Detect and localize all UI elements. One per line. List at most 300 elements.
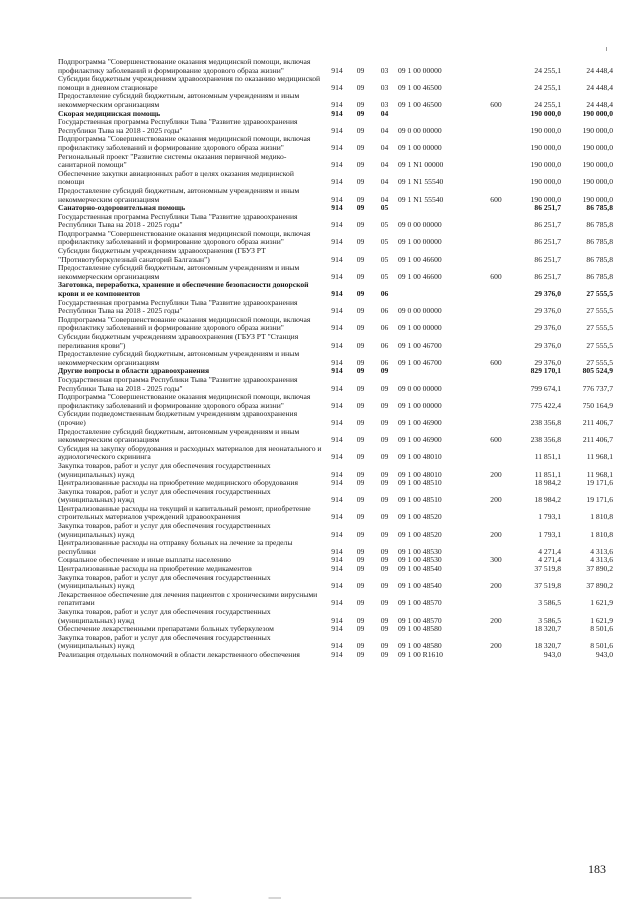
row-amount-year-1: 238 356,8	[530, 435, 561, 445]
row-vid-raskhodov	[486, 539, 506, 556]
row-razdel: 09	[356, 529, 365, 539]
row-razdel: 09	[356, 555, 365, 565]
table-row	[58, 591, 613, 608]
row-amount-year-2: 27 555,5	[586, 340, 613, 350]
row-razdel: 09	[356, 564, 365, 574]
table-row	[58, 574, 613, 591]
row-celevaya-statya: 09 0 00 00000	[398, 383, 442, 393]
table-row	[58, 634, 613, 651]
row-name: Закупка товаров, работ и услуг для обеспечения государственных (муниципальных) нужд	[58, 607, 271, 625]
row-razdel: 09	[356, 125, 365, 135]
row-podrazdel: 09	[380, 435, 389, 445]
row-glavny-rasporyaditel: 914	[331, 546, 343, 556]
row-vid-raskhodov: 600	[490, 271, 502, 281]
row-podrazdel: 09	[380, 383, 389, 393]
table-row	[58, 118, 613, 135]
row-razdel: 09	[356, 478, 365, 488]
row-amount-year-2: 24 448,4	[586, 99, 613, 109]
row-amount-year-2: 37 890,2	[586, 581, 613, 591]
row-razdel: 09	[356, 142, 365, 152]
row-name: Предоставление субсидий бюджетным, автономным учреждениям и иным некоммерческим организациям	[58, 263, 300, 281]
row-amount-year-1: 18 320,7	[534, 624, 561, 634]
table-row	[58, 651, 613, 660]
row-glavny-rasporyaditel: 914	[331, 478, 343, 488]
row-razdel: 09	[356, 649, 365, 659]
row-podrazdel: 09	[380, 615, 389, 625]
table-row	[58, 316, 613, 333]
row-celevaya-statya: 09 1 00 46900	[398, 435, 442, 445]
row-celevaya-statya: 09 1 00 00000	[398, 237, 442, 247]
row-celevaya-statya: 09 1 00 48010	[398, 452, 442, 462]
row-glavny-rasporyaditel: 914	[331, 99, 343, 109]
row-celevaya-statya: 09 1 00 48580	[398, 641, 442, 651]
row-amount-year-2: 86 785,8	[586, 203, 613, 213]
row-vid-raskhodov	[486, 625, 506, 634]
row-razdel: 09	[356, 203, 365, 213]
row-amount-year-2: 943,0	[595, 649, 613, 659]
row-glavny-rasporyaditel: 914	[331, 615, 343, 625]
row-amount-year-2: 86 785,8	[586, 237, 613, 247]
row-celevaya-statya: 09 1 00 48510	[398, 495, 442, 505]
table-row	[58, 488, 613, 505]
row-amount-year-1: 86 251,7	[534, 271, 561, 281]
row-razdel: 09	[356, 383, 365, 393]
row-name: Региональный проект "Развитие системы оказания первичной медико-санитарной помощи"	[58, 151, 287, 170]
row-amount-year-1: 86 251,7	[534, 203, 561, 213]
row-vid-raskhodov	[486, 591, 506, 608]
row-amount-year-2: 86 785,8	[586, 271, 613, 281]
row-podrazdel: 09	[380, 649, 389, 659]
row-podrazdel: 09	[380, 555, 389, 565]
row-podrazdel: 05	[380, 271, 389, 281]
row-razdel: 09	[356, 495, 365, 505]
row-vid-raskhodov	[486, 230, 506, 247]
row-razdel: 09	[356, 452, 365, 462]
row-celevaya-statya: 09 1 00 48570	[398, 598, 442, 608]
row-celevaya-statya: 09 1 00 48010	[398, 469, 442, 479]
table-row	[58, 281, 613, 298]
row-amount-year-1: 190 000,0	[530, 160, 561, 170]
row-amount-year-2: 86 785,8	[586, 254, 613, 264]
row-name: Предоставление субсидий бюджетным, автономным учреждениям и иным некоммерческим организациям	[58, 349, 300, 367]
row-amount-year-1: 37 519,8	[534, 581, 561, 591]
row-glavny-rasporyaditel: 914	[331, 289, 343, 299]
row-name: Предоставление субсидий бюджетным, автономным учреждениям и иным некоммерческим организациям	[58, 185, 300, 204]
row-glavny-rasporyaditel: 914	[331, 65, 343, 75]
row-amount-year-2: 190 000,0	[582, 194, 613, 204]
row-celevaya-statya: 09 1 00 48530	[398, 546, 442, 556]
row-podrazdel: 09	[380, 400, 389, 410]
row-vid-raskhodov	[486, 367, 506, 376]
row-vid-raskhodov: 600	[490, 357, 502, 367]
row-razdel: 09	[356, 581, 365, 591]
table-row	[58, 213, 613, 230]
row-celevaya-statya	[396, 367, 486, 376]
row-amount-year-2: 37 890,2	[586, 564, 613, 574]
row-razdel: 09	[356, 99, 365, 109]
row-glavny-rasporyaditel: 914	[331, 435, 343, 445]
table-row	[58, 299, 613, 316]
row-glavny-rasporyaditel: 914	[331, 598, 343, 608]
row-glavny-rasporyaditel: 914	[331, 641, 343, 651]
row-amount-year-2: 27 555,5	[586, 357, 613, 367]
row-glavny-rasporyaditel: 914	[331, 581, 343, 591]
row-glavny-rasporyaditel: 914	[331, 417, 343, 427]
row-celevaya-statya: 09 1 00 48540	[398, 564, 442, 574]
scan-edge-rule	[0, 897, 639, 899]
row-celevaya-statya: 09 1 N1 55540	[398, 177, 444, 187]
row-razdel: 09	[356, 323, 365, 333]
row-vid-raskhodov	[486, 393, 506, 410]
row-celevaya-statya: 09 0 00 00000	[398, 220, 442, 230]
row-amount-year-2: 190 000,0	[582, 160, 613, 170]
row-vid-raskhodov	[486, 170, 506, 187]
table-row	[58, 522, 613, 539]
row-amount-year-2: 211 406,7	[582, 435, 613, 445]
row-amount-year-1: 29 376,0	[534, 289, 561, 299]
row-glavny-rasporyaditel: 914	[331, 142, 343, 152]
row-name: Субсидии бюджетным учреждениям здравоохранения по оказанию медицинской помощи в дневном стационаре	[58, 74, 321, 92]
row-amount-year-2: 805 524,9	[582, 366, 613, 376]
row-razdel: 09	[356, 194, 365, 204]
row-name: Подпрограмма "Совершенствование оказания медицинской помощи, включая профилактику заболеваний и формирование здорового образа жизни"	[58, 392, 311, 410]
row-razdel: 09	[356, 417, 365, 427]
row-amount-year-1: 29 376,0	[534, 357, 561, 367]
row-podrazdel: 06	[380, 340, 389, 350]
row-razdel: 09	[356, 271, 365, 281]
row-vid-raskhodov	[486, 247, 506, 264]
row-amount-year-2: 4 313,6	[590, 555, 613, 565]
row-razdel: 09	[356, 306, 365, 316]
row-amount-year-2: 1 621,9	[590, 598, 613, 608]
row-amount-year-1: 11 851,1	[534, 469, 561, 479]
row-celevaya-statya: 09 1 00 46700	[398, 357, 442, 367]
row-amount-year-1: 190 000,0	[530, 194, 561, 204]
row-razdel: 09	[356, 82, 365, 92]
row-name: Государственная программа Республики Тыва "Развитие здравоохранения Республики Тыва на 2018 - 2025 годы"	[58, 211, 298, 230]
table-row	[58, 350, 613, 367]
row-razdel: 09	[356, 435, 365, 445]
row-amount-year-2: 86 785,8	[586, 220, 613, 230]
table-row	[58, 92, 613, 109]
row-glavny-rasporyaditel: 914	[331, 323, 343, 333]
row-name: Государственная программа Республики Тыва "Развитие здравоохранения Республики Тыва на 2018 - 2025 годы"	[58, 374, 298, 393]
row-razdel: 09	[356, 108, 365, 118]
row-name: Централизованные расходы на текущий и капитальный ремонт, приобретение строительных материалов учреждений здравоохранения	[58, 503, 311, 522]
row-amount-year-1: 86 251,7	[534, 254, 561, 264]
row-podrazdel: 05	[380, 254, 389, 264]
row-amount-year-2: 1 810,8	[590, 512, 613, 522]
table-row	[58, 333, 613, 350]
row-celevaya-statya: 09 0 00 00000	[398, 306, 442, 316]
row-celevaya-statya: 09 1 00 00000	[398, 65, 442, 75]
row-podrazdel: 04	[380, 177, 389, 187]
row-name: Скорая медицинская помощь	[58, 108, 161, 118]
row-celevaya-statya: 09 1 00 00000	[398, 142, 442, 152]
row-glavny-rasporyaditel: 914	[331, 512, 343, 522]
row-name: Санаторно-оздоровительная помощь	[58, 203, 186, 213]
row-vid-raskhodov	[486, 316, 506, 333]
row-amount-year-2: 750 164,9	[582, 400, 613, 410]
row-glavny-rasporyaditel: 914	[331, 555, 343, 565]
row-razdel: 09	[356, 254, 365, 264]
row-razdel: 09	[356, 366, 365, 376]
table-row	[58, 393, 613, 410]
row-podrazdel: 03	[380, 99, 389, 109]
row-glavny-rasporyaditel: 914	[331, 254, 343, 264]
row-vid-raskhodov	[486, 445, 506, 462]
row-vid-raskhodov	[486, 75, 506, 92]
row-celevaya-statya	[396, 110, 486, 119]
row-amount-year-1: 3 586,5	[538, 598, 561, 608]
table-row	[58, 135, 613, 152]
table-row	[58, 170, 613, 187]
row-amount-year-2: 190 000,0	[582, 142, 613, 152]
row-razdel: 09	[356, 400, 365, 410]
row-amount-year-2: 1 621,9	[590, 615, 613, 625]
row-vid-raskhodov	[486, 281, 506, 298]
row-vid-raskhodov: 200	[490, 641, 502, 651]
row-podrazdel: 09	[380, 452, 389, 462]
row-glavny-rasporyaditel: 914	[331, 366, 343, 376]
row-celevaya-statya: 09 1 00 48520	[398, 512, 442, 522]
table-row	[58, 247, 613, 264]
row-name: Предоставление субсидий бюджетным, автономным учреждениям и иным некоммерческим организациям	[58, 426, 300, 445]
row-name: Централизованные расходы на приобретение медикаментов	[58, 564, 252, 574]
row-celevaya-statya: 09 1 00 46600	[398, 254, 442, 264]
row-name: Закупка товаров, работ и услуг для обеспечения государственных (муниципальных) нужд	[58, 460, 271, 479]
row-amount-year-1: 775 422,4	[530, 400, 561, 410]
row-amount-year-2: 211 406,7	[582, 417, 613, 427]
row-vid-raskhodov	[486, 376, 506, 393]
row-name: Субсидия на закупку оборудования и расходных материалов для неонатального и аудиологического скрининга	[58, 443, 322, 462]
row-amount-year-1: 1 793,1	[538, 529, 561, 539]
row-amount-year-1: 18 984,2	[534, 495, 561, 505]
row-celevaya-statya: 09 1 00 R1610	[398, 649, 443, 659]
row-celevaya-statya: 09 1 00 00000	[398, 323, 442, 333]
row-vid-raskhodov: 600	[490, 194, 502, 204]
row-glavny-rasporyaditel: 914	[331, 624, 343, 634]
row-name: Подпрограмма "Совершенствование оказания медицинской помощи, включая профилактику заболеваний и формирование здорового образа жизни"	[58, 228, 311, 247]
row-vid-raskhodov: 200	[490, 581, 502, 591]
row-amount-year-1: 37 519,8	[534, 564, 561, 574]
row-vid-raskhodov: 600	[490, 435, 502, 445]
row-podrazdel: 04	[380, 194, 389, 204]
row-podrazdel: 04	[380, 108, 389, 118]
row-amount-year-2: 4 313,6	[590, 546, 613, 556]
row-celevaya-statya	[396, 204, 486, 213]
row-name: Закупка товаров, работ и услуг для обеспечения государственных (муниципальных) нужд	[58, 572, 271, 591]
row-podrazdel: 04	[380, 160, 389, 170]
row-razdel: 09	[356, 469, 365, 479]
row-glavny-rasporyaditel: 914	[331, 306, 343, 316]
row-podrazdel: 05	[380, 220, 389, 230]
row-glavny-rasporyaditel: 914	[331, 108, 343, 118]
row-name: Заготовка, переработка, хранение и обеспечение безопасности донорской крови и ее компонентов	[58, 280, 309, 299]
row-amount-year-1: 29 376,0	[534, 340, 561, 350]
row-name: Государственная программа Республики Тыва "Развитие здравоохранения Республики Тыва на 2018 - 2025 годы"	[58, 117, 298, 135]
row-celevaya-statya: 09 1 N1 00000	[398, 160, 444, 170]
row-celevaya-statya: 09 1 00 48510	[398, 478, 442, 488]
table-row	[58, 462, 613, 479]
row-vid-raskhodov	[486, 651, 506, 660]
row-amount-year-1: 24 255,1	[534, 82, 561, 92]
row-amount-year-2: 1 810,8	[590, 529, 613, 539]
row-vid-raskhodov	[486, 410, 506, 427]
row-amount-year-1: 943,0	[543, 649, 561, 659]
row-amount-year-1: 238 356,8	[530, 417, 561, 427]
row-amount-year-2: 11 968,1	[586, 469, 613, 479]
row-amount-year-1: 1 793,1	[538, 512, 561, 522]
row-name: Социальное обеспечение и иные выплаты населению	[58, 555, 231, 565]
table-row	[58, 187, 613, 204]
row-razdel: 09	[356, 220, 365, 230]
row-amount-year-2: 27 555,5	[586, 323, 613, 333]
row-name: Централизованные расходы на отправку больных на лечение за пределы республики	[58, 538, 293, 556]
row-amount-year-2: 776 737,7	[582, 383, 613, 393]
row-amount-year-2: 24 448,4	[586, 65, 613, 75]
row-podrazdel: 09	[380, 529, 389, 539]
row-celevaya-statya: 09 1 00 48570	[398, 615, 442, 625]
row-amount-year-2: 11 968,1	[586, 452, 613, 462]
row-razdel: 09	[356, 598, 365, 608]
row-razdel: 09	[356, 546, 365, 556]
row-celevaya-statya: 09 1 00 48540	[398, 581, 442, 591]
row-name: Субсидии бюджетным учреждениям здравоохранения (ГБУЗ РТ "Противотуберкулезный санаторий Балгазын")	[58, 246, 266, 264]
table-row	[58, 410, 613, 427]
row-glavny-rasporyaditel: 914	[331, 194, 343, 204]
row-celevaya-statya	[396, 281, 486, 298]
row-amount-year-1: 18 984,2	[534, 478, 561, 488]
row-celevaya-statya: 09 1 00 48580	[398, 624, 442, 634]
row-name: Реализация отдельных полномочий в области лекарственного обеспечения	[58, 649, 300, 659]
row-amount-year-2: 8 501,6	[590, 624, 613, 634]
row-amount-year-2: 19 171,6	[586, 478, 613, 488]
row-celevaya-statya: 09 1 00 48530	[398, 555, 442, 565]
row-vid-raskhodov	[486, 333, 506, 350]
row-glavny-rasporyaditel: 914	[331, 400, 343, 410]
row-vid-raskhodov	[486, 110, 506, 119]
row-podrazdel: 09	[380, 598, 389, 608]
table-row	[58, 608, 613, 625]
row-vid-raskhodov	[486, 58, 506, 75]
row-podrazdel: 09	[380, 641, 389, 651]
row-razdel: 09	[356, 624, 365, 634]
row-vid-raskhodov	[486, 118, 506, 135]
row-amount-year-1: 29 376,0	[534, 323, 561, 333]
row-podrazdel: 03	[380, 65, 389, 75]
row-name: Лекарственное обеспечение для лечения пациентов с хроническими вирусными гепатитами	[58, 589, 318, 608]
row-glavny-rasporyaditel: 914	[331, 125, 343, 135]
budget-table	[58, 58, 613, 660]
row-glavny-rasporyaditel: 914	[331, 203, 343, 213]
row-glavny-rasporyaditel: 914	[331, 529, 343, 539]
row-vid-raskhodov	[486, 213, 506, 230]
row-glavny-rasporyaditel: 914	[331, 649, 343, 659]
table-row	[58, 58, 613, 75]
row-vid-raskhodov	[486, 479, 506, 488]
row-razdel: 09	[356, 177, 365, 187]
row-podrazdel: 09	[380, 546, 389, 556]
row-celevaya-statya: 09 1 00 46700	[398, 340, 442, 350]
row-vid-raskhodov: 200	[490, 529, 502, 539]
table-row	[58, 153, 613, 170]
row-amount-year-2: 190 000,0	[582, 177, 613, 187]
row-celevaya-statya: 09 1 00 46900	[398, 417, 442, 427]
table-row	[58, 376, 613, 393]
row-razdel: 09	[356, 237, 365, 247]
scan-mark	[606, 47, 607, 51]
row-amount-year-2: 8 501,6	[590, 641, 613, 651]
row-name: Закупка товаров, работ и услуг для обеспечения государственных (муниципальных) нужд	[58, 486, 271, 505]
table-row	[58, 264, 613, 281]
row-amount-year-1: 18 320,7	[534, 641, 561, 651]
row-name: Субсидии подведомственным бюджетным учреждениям здравоохранения (прочие)	[58, 409, 298, 427]
row-amount-year-2: 190 000,0	[582, 108, 613, 118]
row-podrazdel: 09	[380, 512, 389, 522]
row-podrazdel: 06	[380, 323, 389, 333]
row-podrazdel: 04	[380, 125, 389, 135]
row-glavny-rasporyaditel: 914	[331, 160, 343, 170]
table-row	[58, 445, 613, 462]
row-glavny-rasporyaditel: 914	[331, 357, 343, 367]
row-amount-year-1: 86 251,7	[534, 237, 561, 247]
row-podrazdel: 09	[380, 366, 389, 376]
row-celevaya-statya: 09 1 00 48520	[398, 529, 442, 539]
row-glavny-rasporyaditel: 914	[331, 564, 343, 574]
row-podrazdel: 04	[380, 142, 389, 152]
row-podrazdel: 09	[380, 478, 389, 488]
row-vid-raskhodov	[486, 505, 506, 522]
row-name: Подпрограмма "Совершенствование оказания медицинской помощи, включая профилактику заболеваний и формирование здорового образа жизни"	[58, 57, 311, 75]
row-name: Централизованные расходы на приобретение медицинского оборудования	[58, 478, 298, 488]
row-podrazdel: 06	[380, 357, 389, 367]
row-glavny-rasporyaditel: 914	[331, 237, 343, 247]
table-row	[58, 539, 613, 556]
row-vid-raskhodov	[486, 204, 506, 213]
row-celevaya-statya: 09 1 00 46500	[398, 82, 442, 92]
row-vid-raskhodov: 600	[490, 99, 502, 109]
row-podrazdel: 09	[380, 624, 389, 634]
row-amount-year-1: 11 851,1	[534, 452, 561, 462]
row-amount-year-2: 27 555,5	[586, 289, 613, 299]
table-row	[58, 75, 613, 92]
row-razdel: 09	[356, 615, 365, 625]
row-name: Подпрограмма "Совершенствование оказания медицинской помощи, включая профилактику заболеваний и формирование здорового образа жизни"	[58, 314, 311, 333]
row-amount-year-2: 190 000,0	[582, 125, 613, 135]
row-razdel: 09	[356, 160, 365, 170]
table-row	[58, 505, 613, 522]
row-razdel: 09	[356, 340, 365, 350]
row-amount-year-1: 190 000,0	[530, 125, 561, 135]
page-number: 183	[588, 862, 606, 876]
row-name: Подпрограмма "Совершенствование оказания медицинской помощи, включая профилактику заболеваний и формирование здорового образа жизни"	[58, 134, 311, 152]
row-glavny-rasporyaditel: 914	[331, 340, 343, 350]
row-vid-raskhodov: 200	[490, 495, 502, 505]
row-podrazdel: 09	[380, 417, 389, 427]
row-glavny-rasporyaditel: 914	[331, 469, 343, 479]
row-podrazdel: 05	[380, 203, 389, 213]
row-amount-year-1: 190 000,0	[530, 108, 561, 118]
row-podrazdel: 06	[380, 289, 389, 299]
row-name: Обеспечение закупки авиационных работ в целях оказания медицинской помощи	[58, 168, 294, 187]
row-amount-year-1: 86 251,7	[534, 220, 561, 230]
row-amount-year-1: 4 271,4	[538, 555, 561, 565]
row-name: Закупка товаров, работ и услуг для обеспечения государственных (муниципальных) нужд	[58, 632, 271, 651]
table-body	[58, 58, 613, 660]
row-glavny-rasporyaditel: 914	[331, 177, 343, 187]
row-name: Обеспечение лекарственными препаратами больных туберкулезом	[58, 624, 274, 634]
